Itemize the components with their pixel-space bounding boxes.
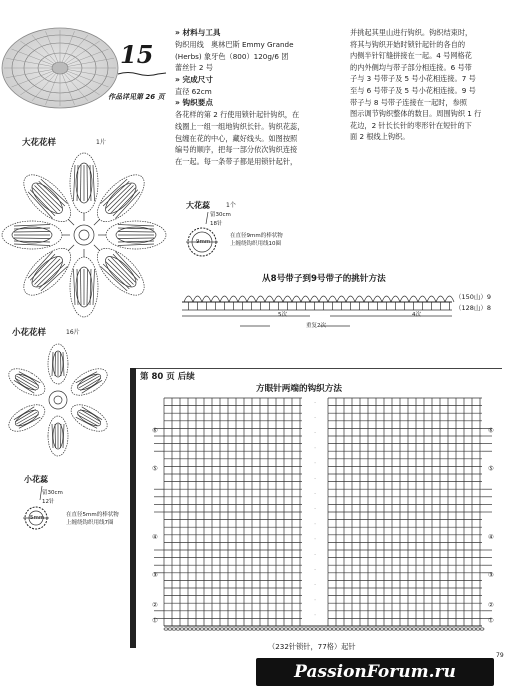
big-flower-petal — [2, 221, 70, 249]
materials-yarn-detail: (Herbs) 象牙色（800）120g/6 团 — [175, 51, 289, 61]
small-stamen-stitches: 12针 — [42, 499, 55, 505]
instruction-line: 面 2 根线上钩织。 — [350, 132, 410, 142]
size-value: 直径 62cm — [175, 86, 212, 96]
instruction-line: 将其与钩织开始时锁针起针的各自的 — [350, 39, 466, 49]
svg-text:·: · — [314, 399, 316, 406]
big-flower-petal — [84, 235, 152, 303]
continued-top-border — [136, 368, 502, 369]
page-number: 79 — [496, 652, 504, 659]
instruction-line: 子与 3 号带子及 5 号小花相连接。7 号 — [350, 74, 476, 84]
instruction-line: 花边，2 针长长针的枣形针在短针的下 — [350, 120, 472, 130]
instruction-line: 带子与 8 号带子连接在一起时，参照 — [350, 97, 467, 107]
band-mountains-9: （150山）9 — [455, 293, 492, 301]
band-mountains-8: （128山）8 — [455, 304, 492, 312]
big-flower-petal — [70, 153, 98, 221]
big-flower-count: 1片 — [96, 139, 106, 146]
band-method-title: 从8号带子到9号带子的挑针方法 — [262, 274, 386, 284]
instruction-line: 的内外侧均与带子部分相连接。6 号带 — [350, 62, 472, 72]
svg-text:·: · — [314, 475, 316, 482]
pattern-number: 15 — [120, 40, 154, 69]
svg-text:·: · — [314, 521, 316, 528]
small-flower-count: 16片 — [66, 329, 80, 336]
small-stamen-tail: 留30cm — [42, 490, 63, 496]
big-flower-petal — [98, 221, 166, 249]
big-stamen-note: 上缠绕钩织用线10圈 — [230, 241, 281, 247]
band-repeat-5: 5次 — [278, 312, 287, 318]
net-row-label: ⑤ — [488, 464, 494, 473]
instructions-continued — [350, 27, 520, 143]
big-flower-petal — [16, 235, 84, 303]
svg-text:·: · — [314, 612, 316, 619]
instruction-line: 并挑起其里山进行钩织。钩织结束时， — [350, 28, 473, 37]
net-method-title: 方眼针两端的钩织方法 — [256, 384, 342, 394]
big-stamen-note: 在直径9mm的棒状物 — [230, 233, 283, 239]
small-stamen-title: 小花蕊 — [24, 475, 48, 484]
points-heading: » 钩织要点 — [175, 98, 213, 108]
small-flower-petal — [5, 363, 50, 400]
big-stamen-tail: 留30cm — [210, 212, 231, 218]
big-stamen-count: 1个 — [226, 202, 236, 209]
big-flower-petal — [84, 167, 152, 235]
materials-yarn: 钩织用线 奥林巴斯 Emmy Grande — [175, 40, 294, 49]
svg-text:·: · — [314, 430, 316, 437]
continued-label: 第 80 页 后续 — [140, 372, 195, 382]
small-stamen-size: 5mm — [30, 515, 45, 521]
points-line: 编号的顺序，把每一部分依次钩织连接 — [175, 145, 298, 155]
band-repeat-total: 重复2次 — [306, 323, 326, 329]
materials-heading: » 材料与工具 — [175, 28, 221, 37]
net-row-label: ③ — [152, 570, 158, 579]
big-stamen-size: 9mm — [196, 239, 211, 245]
net-row-label: ⑤ — [152, 464, 158, 473]
big-flower-chart — [0, 150, 168, 320]
band-repeat-4: 4次 — [412, 312, 421, 318]
net-row-label: ① — [152, 616, 158, 625]
svg-text:·: · — [314, 582, 316, 589]
passionforum-watermark: PassionForum.ru — [256, 658, 494, 686]
materials-block — [175, 27, 343, 167]
small-flower-chart — [0, 338, 130, 463]
svg-text:·: · — [314, 597, 316, 604]
small-stamen-note: 上缠绕钩织用线7圈 — [66, 520, 114, 526]
net-row-label: ④ — [488, 532, 494, 541]
net-row-label: ② — [152, 601, 158, 610]
points-line: 各花样的第 2 行使用锁针起针钩织，在 — [175, 110, 300, 120]
small-flower-title: 小花花样 — [12, 328, 47, 338]
size-heading: » 完成尺寸 — [175, 74, 213, 84]
svg-text:·: · — [314, 506, 316, 513]
net-method-chart — [150, 392, 500, 640]
small-stamen-diagram — [20, 486, 60, 536]
big-flower-petal — [16, 167, 84, 235]
small-stamen-note: 在直径5mm的棒状物 — [66, 512, 119, 518]
big-stamen-title: 大花蕊 — [186, 201, 210, 210]
net-row-label: ⑥ — [152, 426, 158, 435]
svg-text:·: · — [314, 415, 316, 421]
instruction-line: 内侧半针钉缝拼接在一起。4 号网格花 — [350, 51, 472, 61]
svg-text:·: · — [314, 491, 316, 497]
points-line: 线圈上一组一组地钩织长针。钩织花蕊， — [175, 121, 305, 131]
svg-text:·: · — [314, 536, 316, 543]
svg-text:·: · — [314, 551, 316, 558]
net-row-label: ① — [488, 616, 494, 625]
net-row-label: ⑥ — [488, 426, 494, 435]
pattern-number-underline — [118, 70, 168, 78]
svg-text:·: · — [314, 567, 316, 573]
instruction-line: 图示调节钩织整体的数目。周围钩织 1 行 — [350, 109, 482, 119]
net-row-label: ② — [488, 601, 494, 610]
detail-reference: 作品详见第 26 页 — [108, 93, 165, 101]
points-line: 在一起。每一条带子都是用锁针起针， — [175, 156, 298, 166]
net-row-label: ④ — [152, 532, 158, 541]
small-flower-petal — [67, 399, 112, 436]
small-flower-petal — [48, 416, 68, 456]
net-method-start-note: （232针锁针，77格）起针 — [268, 642, 356, 651]
small-flower-petal — [48, 344, 68, 384]
small-flower-petal — [5, 399, 50, 436]
big-stamen-stitches: 18针 — [210, 221, 223, 227]
net-row-label: ③ — [488, 570, 494, 579]
instruction-line: 至与 6 号带子及 5 号小花相连接。9 号 — [350, 85, 476, 95]
continued-divider — [130, 368, 136, 648]
svg-text:·: · — [314, 460, 316, 467]
materials-hook: 蕾丝针 2 号 — [175, 63, 213, 73]
big-stamen-diagram — [180, 212, 230, 262]
big-flower-title: 大花花样 — [22, 138, 57, 148]
small-flower-petal — [67, 363, 112, 400]
big-flower-petal — [70, 249, 98, 317]
svg-text:·: · — [314, 445, 316, 452]
doily-photo — [0, 28, 120, 108]
points-line: 包缠在花的中心，藏好线头。如图按照 — [175, 133, 298, 143]
